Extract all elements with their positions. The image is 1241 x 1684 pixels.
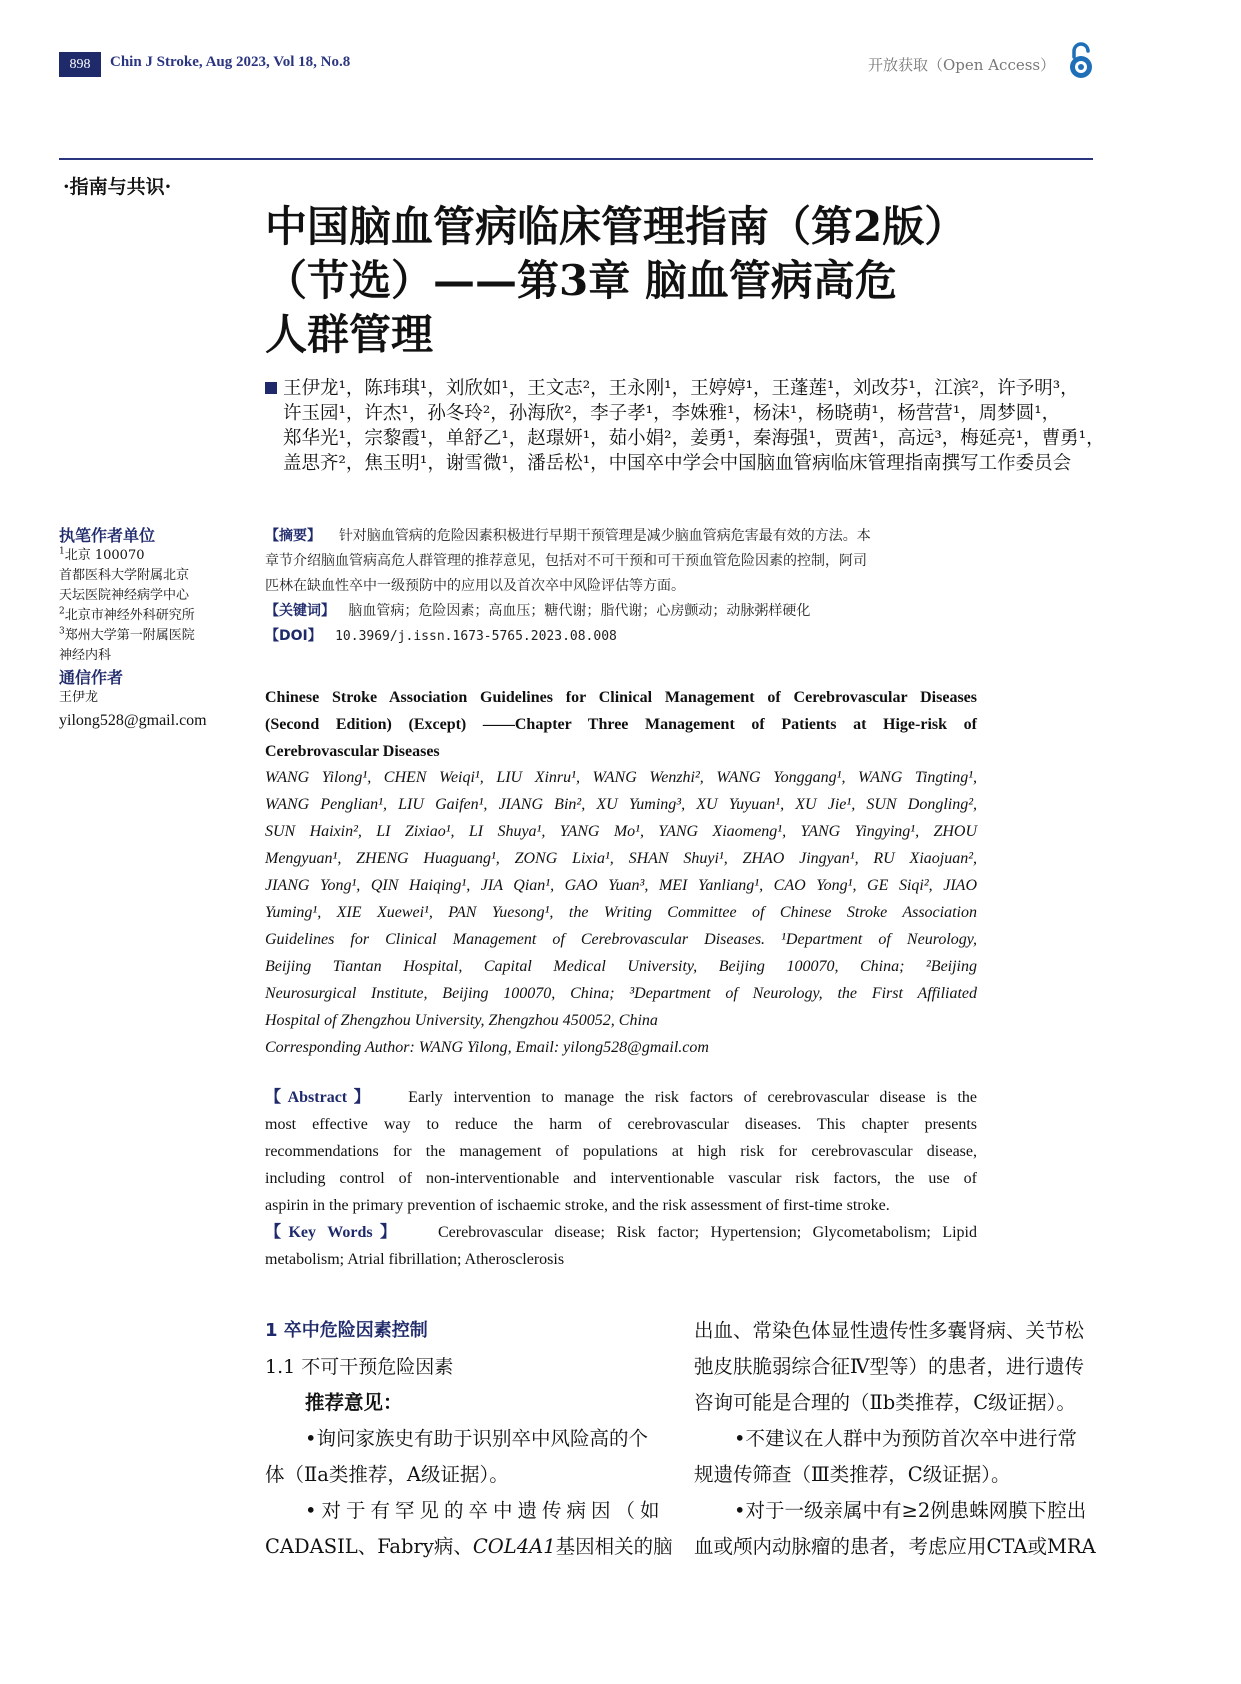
en-abstract: [265, 1084, 977, 1273]
title-line: 人群管理: [265, 310, 434, 359]
corresponding-email[interactable]: yilong528@gmail.com: [59, 712, 207, 729]
doi-link[interactable]: 10.3969/j.issn.1673-5765.2023.08.008: [335, 629, 617, 644]
en-title: [265, 684, 977, 765]
en-abstract-label: 【Abstract】: [265, 1089, 377, 1106]
section-heading: 1 卒中危险因素控制: [265, 1320, 428, 1341]
en-keywords-line: 【Key Words】 Cerebrovascular disease; Risk factor; Hypertension; Glycometabolism; Lipid: [265, 1224, 977, 1241]
doi-label: 【DOI】: [265, 628, 322, 644]
section-tag: ·指南与共识·: [63, 176, 172, 198]
en-keywords-label: 【Key Words】: [265, 1224, 404, 1241]
en-author-line: Mengyuan¹, ZHENG Huaguang¹, ZONG Lixia¹, SHAN Shuyi¹, ZHAO Jingyan¹, RU Xiaojuan²,: [265, 850, 977, 867]
body-line: 咨询可能是合理的（Ⅱb类推荐，C级证据）。: [694, 1391, 1076, 1414]
cn-keywords: 【关键词】 脑血管病；危险因素；高血压；糖代谢；脂代谢；心房颤动；动脉粥样硬化: [265, 603, 811, 619]
page-number: 898: [59, 52, 101, 77]
affiliation-sidebar: [59, 526, 239, 734]
en-author-line: Guidelines for Clinical Management of Cerebrovascular Diseases. ¹Department of Neurology,: [265, 931, 977, 948]
en-author-line: Yuming¹, XIE Xuewei¹, PAN Yuesong¹, the Writing Committee of Chinese Stroke Association: [265, 904, 977, 921]
body-line: 出血、常染色体显性遗传性多囊肾病、关节松: [694, 1319, 1085, 1342]
cn-abstract: [265, 524, 977, 649]
title-line: 中国脑血管病临床管理指南（第2版）: [265, 202, 967, 251]
en-author-line: Neurosurgical Institute, Beijing 100070, China; ³Department of Neurology, the First Affiliated: [265, 985, 977, 1002]
author-line-text: 王伊龙¹，陈玮琪¹，刘欣如¹，王文志²，王永刚¹，王婷婷¹，王蓬莲¹，刘改芬¹，江滨²，许予明³，: [283, 378, 1079, 399]
body-line: •对于一级亲属中有≥2例患蛛网膜下腔出: [734, 1499, 1087, 1522]
author-line: 盖思齐²，焦玉明¹，谢雪微¹，潘岳松¹，中国卒中学会中国脑血管病临床管理指南撰写工作委员会: [283, 453, 1072, 474]
author-line: 郑华光¹，宗黎霞¹，单舒乙¹，赵璟妍¹，茹小娟²，姜勇¹，秦海强¹，贾茜¹，高远³，梅延亮¹，曹勇¹，: [283, 428, 1105, 449]
body-line: 规遗传筛查（Ⅲ类推荐，C级证据）。: [694, 1463, 1011, 1486]
en-abstract-line: including control of non-interventionable and interventionable vascular risk factors, the use of: [265, 1170, 977, 1187]
corresponding-heading: 通信作者: [59, 668, 124, 687]
header-rule: [59, 158, 1093, 160]
en-abstract-line: 【Abstract】 Early intervention to manage the risk factors of cerebrovascular disease is the: [265, 1089, 978, 1106]
en-author-line: WANG Yilong¹, CHEN Weiqi¹, LIU Xinru¹, WANG Wenzhi², WANG Yonggang¹, WANG Tingting¹,: [265, 769, 977, 786]
author-line: 许玉园¹，许杰¹，孙冬玲²，孙海欣²，李子孝¹，李姝雅¹，杨沫¹，杨晓萌¹，杨营营¹，周梦圆¹，: [283, 403, 1061, 424]
bullet-square-icon: [265, 382, 277, 394]
author-line: [265, 376, 1105, 401]
gene-name: COL4A1: [472, 1535, 556, 1558]
affiliation-heading: 执笔作者单位: [59, 526, 156, 545]
en-author-line: SUN Haixin², LI Zixiao¹, LI Shuya¹, YANG Mo¹, YANG Xiaomeng¹, YANG Yingying¹, ZHOU: [265, 823, 977, 840]
body-line: 弛皮肤脆弱综合征Ⅳ型等）的患者，进行遗传: [694, 1355, 1084, 1378]
en-abstract-line: recommendations for the management of populations at high risk for cerebrovascular disease,: [265, 1143, 977, 1160]
affiliation-line: 首都医科大学附属北京: [59, 568, 190, 583]
affiliation-line: 神经内科: [59, 648, 112, 663]
recommendation-label: 推荐意见：: [305, 1391, 403, 1414]
author-list: [265, 376, 1105, 476]
title-line: （节选）——第3章 脑血管病高危: [265, 256, 897, 305]
en-author-line: Beijing Tiantan Hospital, Capital Medical University, Beijing 100070, China; ²Beijing: [265, 958, 977, 975]
en-author-line: Hospital of Zhengzhou University, Zhengzhou 450052, China: [265, 1012, 658, 1029]
cn-abstract-line: 匹林在缺血性卒中一级预防中的应用以及首次卒中风险评估等方面。: [265, 578, 685, 594]
en-abstract-line: aspirin in the primary prevention of ischaemic stroke, and the risk assessment of first-time stroke.: [265, 1197, 890, 1214]
cn-abstract-line: 章节介绍脑血管病高危人群管理的推荐意见，包括对不可干预和可干预血管危险因素的控制，阿司: [265, 553, 867, 569]
affiliation-line: 天坛医院神经病学中心: [59, 588, 190, 603]
body-column-right: [694, 1313, 1094, 1565]
en-title-line: (Second Edition) (Except) ——Chapter Three Management of Patients at Hige-risk of: [265, 716, 977, 733]
en-author-line: JIANG Yong¹, QIN Haiqing¹, JIA Qian¹, GAO Yuan³, MEI Yanliang¹, CAO Yong¹, GE Siqi², JIAO: [265, 877, 977, 894]
article-title: [265, 200, 1045, 362]
en-title-line: Chinese Stroke Association Guidelines for Clinical Management of Cerebrovascular Diseases: [265, 689, 977, 706]
en-author-line: WANG Penglian¹, LIU Gaifen¹, JIANG Bin², XU Yuming³, XU Yuyuan¹, XU Jie¹, SUN Dongling²,: [265, 796, 977, 813]
en-authors: [265, 764, 977, 1061]
en-keywords-line: metabolism; Atrial fibrillation; Atherosclerosis: [265, 1251, 565, 1268]
body-line: CADASIL、Fabry病、COL4A1基因相关的脑: [265, 1535, 673, 1558]
subsection-heading: 1.1 不可干预危险因素: [265, 1356, 454, 1378]
en-corresponding-line: Corresponding Author: WANG Yilong, Email: yilong528@gmail.com: [265, 1039, 709, 1056]
en-title-line: Cerebrovascular Diseases: [265, 743, 440, 760]
cn-doi: [265, 624, 977, 649]
affiliation-line: $^3$郑州大学第一附属医院: [59, 626, 195, 643]
open-lock-icon: [1067, 42, 1095, 80]
open-access-label: 开放获取（Open Access）: [868, 56, 1056, 74]
journal-citation: Chin J Stroke, Aug 2023, Vol 18, No.8: [110, 54, 351, 70]
cn-abstract-label: 【摘要】: [265, 528, 321, 544]
body-line: •询问家族史有助于识别卒中风险高的个: [305, 1427, 649, 1450]
body-line: •对于有罕见的卒中遗传病因（如: [305, 1499, 665, 1522]
body-column-left: [265, 1313, 673, 1565]
body-line: 血或颅内动脉瘤的患者，考虑应用CTA或MRA: [694, 1535, 1096, 1558]
en-abstract-line: most effective way to reduce the harm of cerebrovascular diseases. This chapter presents: [265, 1116, 977, 1133]
cn-abstract-line: 【摘要】 针对脑血管病的危险因素积极进行早期干预管理是减少脑血管病危害最有效的方法。本: [265, 528, 871, 544]
cn-keywords-label: 【关键词】: [265, 603, 335, 619]
affiliation-line: $^1$北京 100070: [59, 546, 145, 563]
corresponding-name: 王伊龙: [59, 690, 99, 705]
body-line: •不建议在人群中为预防首次卒中进行常: [734, 1427, 1078, 1450]
affiliation-line: $^2$北京市神经外科研究所: [59, 606, 195, 623]
body-line: 体（Ⅱa类推荐，A级证据）。: [265, 1463, 509, 1486]
